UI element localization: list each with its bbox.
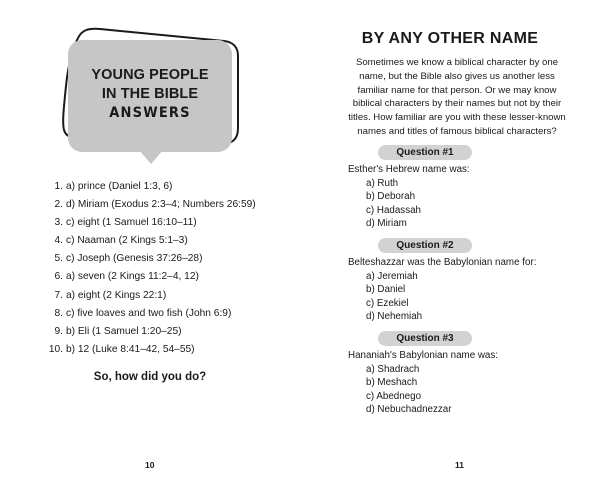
section-heading xyxy=(68,66,232,123)
answer-item xyxy=(46,214,256,232)
answer-number: 6. xyxy=(54,271,63,283)
answer-number: 2. xyxy=(54,199,63,211)
answer-text: c) Joseph (Genesis 37:26–28) xyxy=(66,253,203,265)
page-number: 11 xyxy=(455,460,464,470)
option-b: b) Daniel xyxy=(366,284,406,296)
answer-text: c) Naaman (2 Kings 5:1–3) xyxy=(66,235,188,247)
speech-bubble-tail xyxy=(139,150,163,164)
question-prompt: Hananiah's Babylonian name was: xyxy=(348,350,499,361)
answer-number: 8. xyxy=(54,307,63,319)
question-block-3 xyxy=(348,331,578,417)
answer-item xyxy=(46,268,256,286)
option-d: d) Nehemiah xyxy=(366,311,423,323)
answer-text: a) eight (2 Kings 22:1) xyxy=(66,289,167,301)
answer-text: a) seven (2 Kings 11:2–4, 12) xyxy=(66,271,199,283)
option-a: a) Shadrach xyxy=(366,363,420,375)
answer-number: 9. xyxy=(54,325,63,337)
answer-number: 10. xyxy=(48,343,63,355)
option-d: d) Nebuchadnezzar xyxy=(366,404,452,416)
answer-text: d) Miriam (Exodus 2:3–4; Numbers 26:59) xyxy=(66,199,256,211)
heading-line-3: ANSWERS xyxy=(109,105,191,121)
answer-item xyxy=(46,232,256,250)
page-number: 10 xyxy=(145,460,155,470)
option-a: a) Jeremiah xyxy=(366,270,418,282)
question-prompt: Belteshazzar was the Babylonian name for: xyxy=(348,257,537,268)
option-d: d) Miriam xyxy=(366,218,407,230)
answer-text: c) five loaves and two fish (John 6:9) xyxy=(66,307,232,319)
question-block-2 xyxy=(348,238,578,324)
answer-item xyxy=(46,196,256,214)
option-c: c) Ezekiel xyxy=(366,297,409,309)
question-label-pill: Question #1 xyxy=(378,145,472,160)
heading-line-2: IN THE BIBLE xyxy=(101,86,199,102)
page-title: BY ANY OTHER NAME xyxy=(361,30,539,47)
closing-question: So, how did you do? xyxy=(93,371,207,383)
answer-number: 4. xyxy=(54,235,63,247)
question-label-pill: Question #2 xyxy=(378,238,472,253)
option-list xyxy=(348,363,578,417)
option-b: b) Meshach xyxy=(366,377,418,389)
option-b: b) Deborah xyxy=(366,191,416,203)
speech-bubble-graphic xyxy=(48,26,248,156)
answer-number: 1. xyxy=(54,181,63,192)
heading-line-1: YOUNG PEOPLE xyxy=(91,67,209,83)
answer-number: 7. xyxy=(54,289,63,301)
intro-paragraph: Sometimes we know a biblical character by one name, but the Bible also gives us another less familiar name for that person. Or we may know biblical characters by their names but not by their titles. How familiar are you with these lesser-known names and titles of famous biblical characters? xyxy=(348,57,566,137)
answer-text: c) eight (1 Samuel 16:10–11) xyxy=(66,217,197,229)
answer-number: 3. xyxy=(54,217,63,229)
answer-list xyxy=(46,178,256,359)
answer-item xyxy=(46,178,256,196)
answer-item xyxy=(46,250,256,268)
question-prompt: Esther's Hebrew name was: xyxy=(348,164,470,175)
option-c: c) Abednego xyxy=(366,390,422,402)
option-c: c) Hadassah xyxy=(366,204,421,216)
answer-item xyxy=(46,341,256,359)
answer-item xyxy=(46,323,256,341)
answer-text: a) prince (Daniel 1:3, 6) xyxy=(66,181,173,192)
answer-text: b) Eli (1 Samuel 1:20–25) xyxy=(66,325,182,337)
answer-text: b) 12 (Luke 8:41–42, 54–55) xyxy=(66,343,195,355)
option-a: a) Ruth xyxy=(366,177,399,189)
question-label-pill: Question #3 xyxy=(378,331,472,346)
option-list xyxy=(348,177,578,231)
option-list xyxy=(348,270,578,324)
answer-item xyxy=(46,287,256,305)
answer-number: 5. xyxy=(54,253,63,265)
question-block-1 xyxy=(348,145,578,231)
answer-item xyxy=(46,305,256,323)
right-page xyxy=(300,0,600,493)
